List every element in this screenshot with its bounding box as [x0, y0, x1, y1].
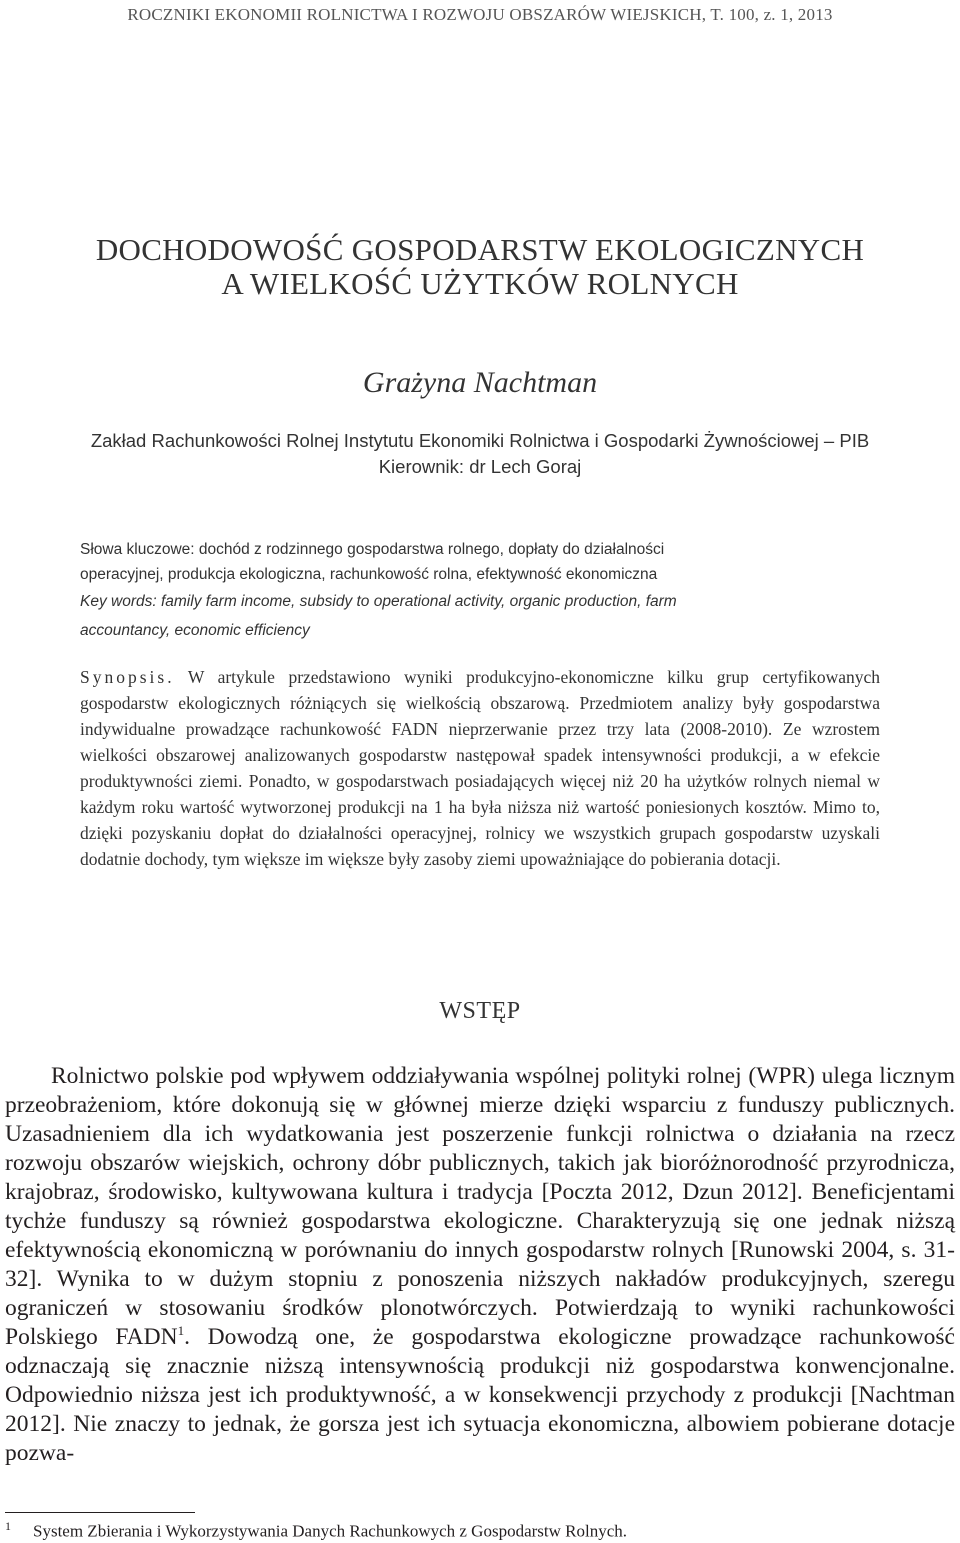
synopsis-label: Synopsis.	[80, 667, 175, 687]
keywords-pl-line-1: Słowa kluczowe: dochód z rodzinnego gospodarstwa rolnego, dopłaty do działalności	[80, 541, 665, 558]
keywords-en-line-2: accountancy, economic efficiency	[80, 622, 310, 639]
title-line-2: A WIELKOŚĆ UŻYTKÓW ROLNYCH	[221, 266, 739, 301]
section-heading: WSTĘP	[439, 998, 521, 1024]
footnote-rule	[5, 1512, 195, 1513]
synopsis	[80, 664, 880, 872]
footnote	[5, 1515, 955, 1543]
author-name: Grażyna Nachtman	[362, 366, 598, 399]
body-text-part-b: . Dowodzą one, że gospodarstwa ekologiczne prowadzące rachunkowość odznaczają się znacznie niższą intensywnością produkcji niż gospodarstwa konwencjonalne. Odpowiednio niższa jest ich produktywność, a w konsekwencji przychody z produkcji [Nachtman 2012]. Nie znaczy to jednak, że gorsza jest ich sytuacja ekonomiczna, albowiem pobierane dotacje pozwa-	[5, 1324, 955, 1466]
synopsis-text: W artykule przedstawiono wyniki produkcyjno-ekonomiczne kilku grup certyfikowanych gospodarstw ekologicznych różniących się wielkością obszarową. Przedmiotem analizy były gospodarstwa indywidualne prowadzące rachunkowość FADN nieprzerwanie przez trzy lata (2008-2010). Ze wzrostem wielkości obszarowej analizowanych gospodarstw następował spadek intensywności produkcji, a w efekcie produktywności ziemi. Ponadto, w gospodarstwach posiadających więcej niż 20 ha użytków rolnych niemal w każdym roku wartość wytworzonej produkcji na 1 ha była niższa niż wartość poniesionych kosztów. Mimo to, dzięki pozyskaniu dopłat do działalności operacyjnej, rolnicy we wszystkich grupach gospodarstw uzyskali dodatnie dochody, tym większe im większe były zasoby ziemi upoważniające do pobierania dotacji.	[80, 667, 881, 869]
footnote-reference[interactable]: 1	[177, 1323, 185, 1339]
affiliation-institution: Zakład Rachunkowości Rolnej Instytutu Ekonomiki Rolnictwa i Gospodarki Żywnościowej – PIB	[90, 430, 870, 451]
footnote-number: 1	[5, 1519, 11, 1533]
affiliation-head: Kierownik: dr Lech Goraj	[378, 456, 582, 477]
title-line-1: DOCHODOWOŚĆ GOSPODARSTW EKOLOGICZNYCH	[95, 232, 865, 267]
keywords-en-line-1: Key words: family farm income, subsidy to operational activity, organic production, farm	[80, 593, 677, 610]
footnote-text: System Zbierania i Wykorzystywania Danych Rachunkowych z Gospodarstw Rolnych.	[33, 1521, 628, 1541]
body-text-part-a: Rolnictwo polskie pod wpływem oddziaływania wspólnej polityki rolnej (WPR) ulega licznym przeobrażeniom, które dokonują się w głównej mierze dzięki wsparciu z funduszy publicznych. Uzasadnieniem dla ich wydatkowania jest poszerzenie funkcji rolnictwa o działania na rzecz rozwoju obszarów wiejskich, ochrony dóbr publicznych, takich jak bioróżnorodność przyrodnicza, krajobraz, środowisko, kultywowana kultura i tradycja [Poczta 2012, Dzun 2012]. Beneficjentami tychże funduszy są również gospodarstwa ekologiczne. Charakteryzują się one jednak niższą efektywnością ekonomiczną w porównaniu do innych gospodarstw rolnych [Runowski 2004, s. 31-32]. Wynika to w dużym stopniu z ponoszenia niższych nakładów produkcyjnych, szeregu ograniczeń w stosowaniu środków plonotwórczych. Potwierdzają to wyniki rachunkowości Polskiego FADN	[5, 1063, 955, 1350]
keywords-pl-line-2: operacyjnej, produkcja ekologiczna, rachunkowość rolna, efektywność ekonomiczna	[80, 566, 658, 583]
body-paragraph	[5, 1062, 955, 1468]
running-head: ROCZNIKI EKONOMII ROLNICTWA I ROZWOJU OBSZARÓW WIEJSKICH, T. 100, z. 1, 2013	[127, 5, 833, 24]
